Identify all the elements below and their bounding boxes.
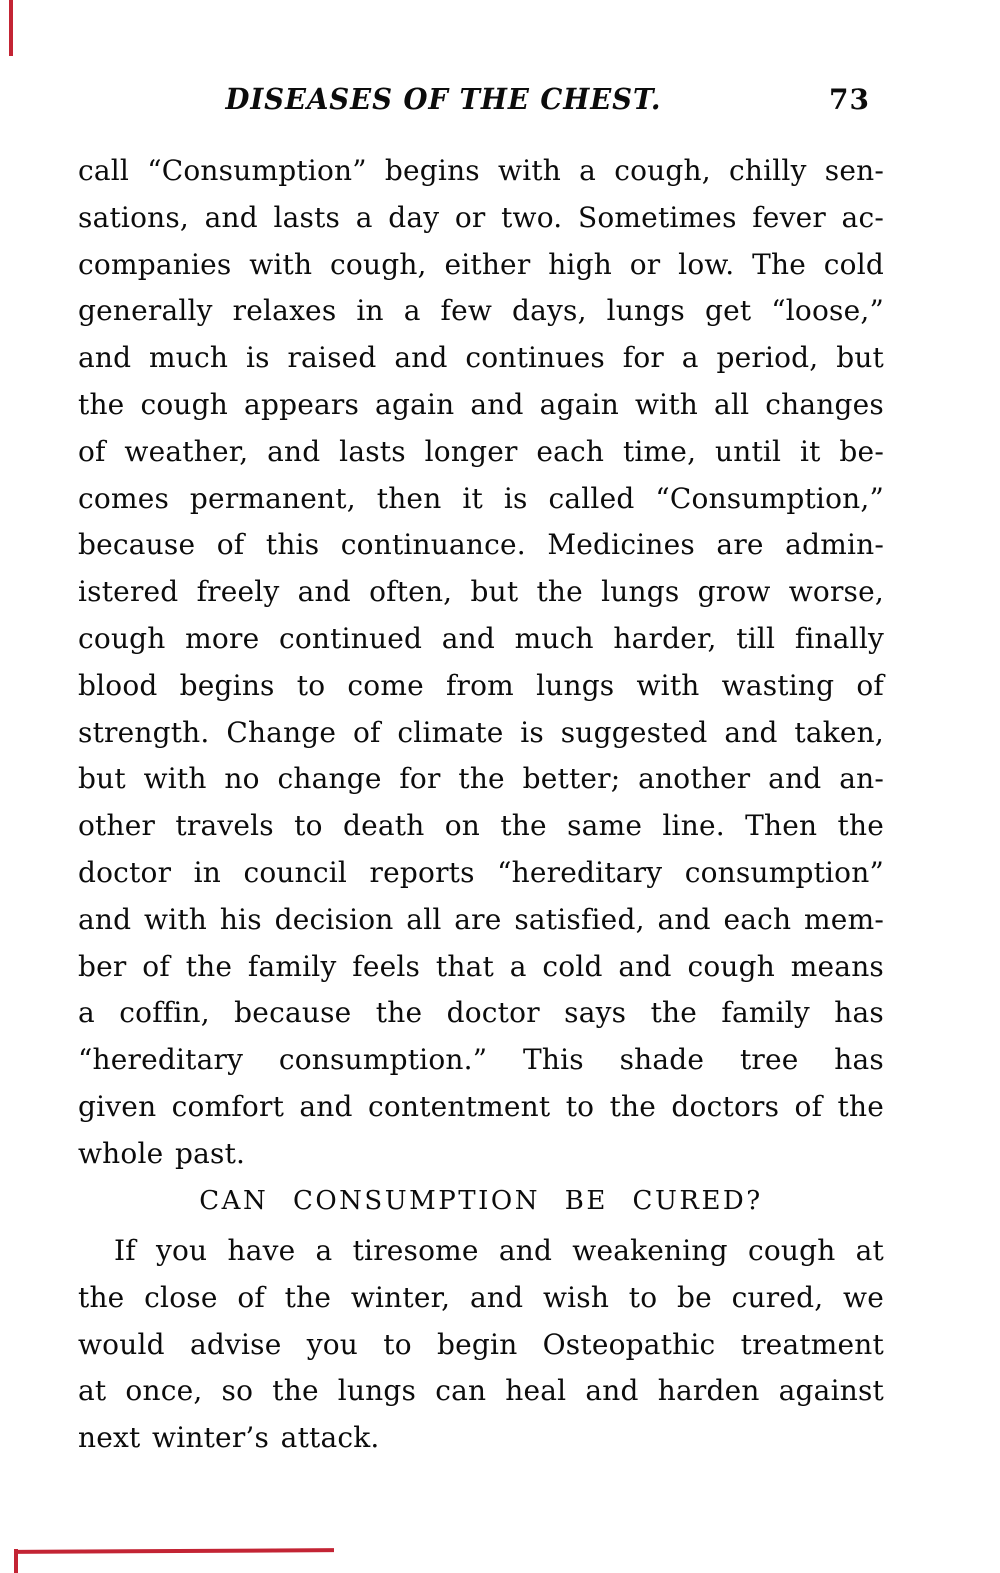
text-line: If you have a tiresome and weakening cough at xyxy=(114,1234,884,1267)
text-line: generally relaxes in a few days, lungs get “loose,” xyxy=(78,294,884,328)
text-line: cough more continued and much harder, till finally xyxy=(78,621,884,655)
text-line: blood begins to come from lungs with wasting of xyxy=(78,668,884,702)
text-line: given comfort and contentment to the doctors of the xyxy=(78,1089,884,1123)
text-line: and much is raised and continues for a period, but xyxy=(78,341,884,375)
text-line: and with his decision all are satisfied, and each mem- xyxy=(78,902,884,936)
text-line: ber of the family feels that a cold and cough means xyxy=(78,949,884,983)
text-line: but with no change for the better; another and an- xyxy=(78,762,884,796)
text-line: strength. Change of climate is suggested and taken, xyxy=(78,715,884,749)
red-scan-mark-bottom-corner xyxy=(14,1549,18,1573)
section-heading: CAN CONSUMPTION BE CURED? xyxy=(199,1186,763,1216)
body-paragraph-1 xyxy=(78,148,884,1178)
running-header-title: DISEASES OF THE CHEST. xyxy=(224,82,661,116)
red-scan-mark-top-left xyxy=(9,0,13,56)
text-line: because of this continuance. Medicines are admin- xyxy=(78,528,884,562)
text-line: the cough appears again and again with all changes xyxy=(78,387,884,421)
text-line: istered freely and often, but the lungs grow worse, xyxy=(78,575,884,609)
body-paragraph-2 xyxy=(78,1228,884,1462)
text-line: companies with cough, either high or low. The cold xyxy=(78,247,884,281)
red-scan-mark-bottom-line xyxy=(16,1548,334,1554)
text-line: the close of the winter, and wish to be cured, we xyxy=(78,1280,884,1314)
text-line: a coffin, because the doctor says the family has xyxy=(78,996,884,1030)
text-line: whole past. xyxy=(78,1136,246,1170)
text-line: comes permanent, then it is called “Consumption,” xyxy=(78,481,884,515)
text-line: other travels to death on the same line. Then the xyxy=(78,809,884,843)
text-line: sations, and lasts a day or two. Sometimes fever ac- xyxy=(78,200,884,234)
text-line: doctor in council reports “hereditary consumption” xyxy=(78,855,884,889)
running-header-row xyxy=(78,82,884,122)
text-line: call “Consumption” begins with a cough, chilly sen- xyxy=(78,154,884,187)
text-line: at once, so the lungs can heal and harden against xyxy=(78,1374,884,1408)
text-line: “hereditary consumption.” This shade tree has xyxy=(78,1043,884,1077)
text-line: of weather, and lasts longer each time, until it be- xyxy=(78,434,884,468)
text-line: next winter’s attack. xyxy=(78,1421,380,1455)
page-number: 73 xyxy=(829,83,870,116)
text-line: would advise you to begin Osteopathic treatment xyxy=(78,1327,884,1361)
